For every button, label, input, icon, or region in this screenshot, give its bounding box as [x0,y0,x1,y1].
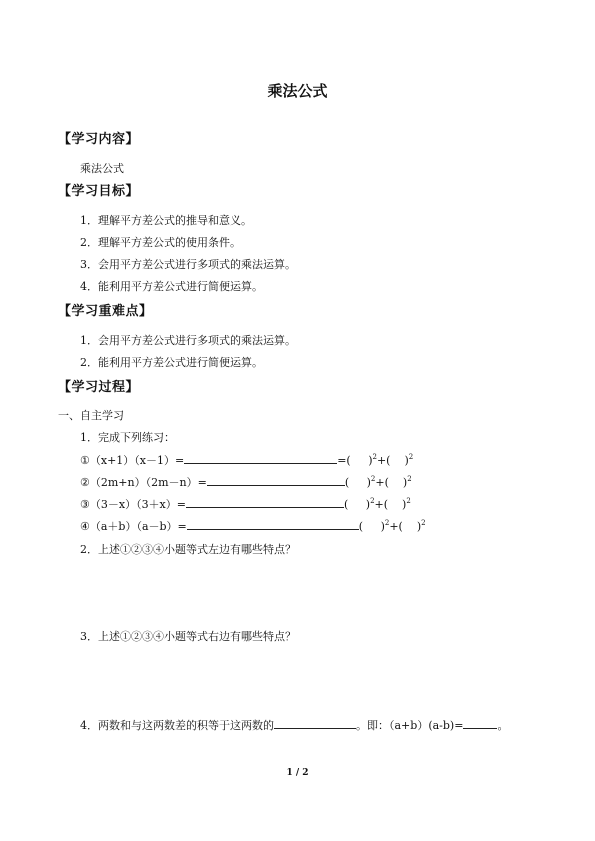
square-exponent: 2 [408,453,414,461]
plus-paren: +( [374,498,389,511]
page-number: 1 / 2 [286,768,309,778]
answer-blank[interactable] [463,717,497,729]
paren-close: ) [404,454,409,467]
paren-close: ) [402,498,407,511]
paren-open: ( [358,520,364,533]
exercise-expression: ①（x+1）（x－1）= [80,454,185,467]
exercise-expression: ②（2m+n）（2m－n）= [80,476,207,489]
section-heading-content: 【学习内容】 [58,132,140,147]
plus-paren: +( [375,476,389,489]
question-1: 1．完成下列练习： [80,431,175,444]
exercise-expression: ④（a＋b）（a－b）= [80,520,187,533]
question-4-text: 4．两数和与这两数差的积等于这两数的 [80,719,274,732]
goal-item: 4．能利用平方差公式进行简便运算。 [80,280,263,293]
question-2: 2．上述①②③④小题等式左边有哪些特点？ [80,543,296,556]
section-heading-goals: 【学习目标】 [58,184,140,199]
question-4-end: 。 [497,719,509,732]
answer-blank[interactable] [187,518,359,530]
exercise-expression: ③（3－x）（3＋x）= [80,498,186,511]
paren-close: ) [416,520,422,533]
exercise-row-1 [80,452,413,468]
part-one-label: 一、自主学习 [58,409,124,422]
square-exponent: 2 [370,497,375,505]
exercise-row-4 [80,518,426,534]
goal-item: 1．理解平方差公式的推导和意义。 [80,214,252,227]
paren-close: ) [368,454,373,467]
square-exponent: 2 [407,475,412,483]
question-4 [80,717,508,733]
key-point-item: 2．能利用平方差公式进行简便运算。 [80,356,263,369]
square-exponent: 2 [384,519,390,527]
square-exponent: 2 [370,475,376,483]
square-exponent: 2 [406,497,411,505]
answer-blank[interactable] [207,474,345,486]
paren-open: =( [337,454,351,467]
answer-blank[interactable] [274,717,356,729]
section-heading-process: 【学习过程】 [58,380,140,395]
section-heading-key-points: 【学习重难点】 [58,304,153,319]
answer-blank[interactable] [186,496,344,508]
plus-paren: +( [389,520,403,533]
paren-open: ( [343,498,349,511]
paren-close: ) [380,520,385,533]
page-title: 乘法公式 [267,82,328,100]
exercise-row-3 [80,496,411,512]
content-text: 乘法公式 [80,162,124,175]
square-exponent: 2 [372,453,377,461]
paren-close: ) [365,498,371,511]
square-exponent: 2 [421,519,426,527]
question-4-formula: 。即：（a+b）(a-b)= [356,719,464,732]
plus-paren: +( [376,454,391,467]
paren-close: ) [402,476,408,489]
paren-close: ) [366,476,371,489]
key-point-item: 1．会用平方差公式进行多项式的乘法运算。 [80,334,296,347]
goal-item: 2．理解平方差公式的使用条件。 [80,236,241,249]
question-3: 3．上述①②③④小题等式右边有哪些特点？ [80,630,296,643]
paren-open: ( [344,476,350,489]
exercise-row-2 [80,474,412,490]
goal-item: 3．会用平方差公式进行多项式的乘法运算。 [80,258,296,271]
answer-blank[interactable] [184,452,337,464]
